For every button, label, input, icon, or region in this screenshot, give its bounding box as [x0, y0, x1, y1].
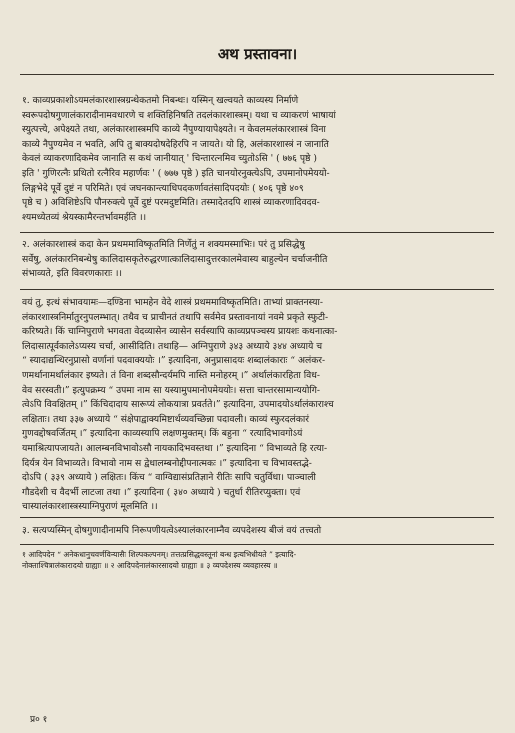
footnotes: [22, 549, 494, 571]
paragraph-3: [22, 296, 494, 515]
paragraph-4: [22, 524, 494, 539]
paragraph-2-line: २. अलंकारशास्त्रं कदा केन प्रथममाविष्कृतमिति निर्णेतुं न शक्यमस्माभिः। परं तु प्रसिद्धेषु: [22, 239, 305, 250]
paragraph-3-line: णमर्थानामर्थालंकार इष्यते। तं विना शब्दसौन्दर्यमपि नास्ति मनोहरम् ।” अर्थालंकारहिता विध-: [22, 369, 321, 381]
paragraph-1-line: श्यमध्येतव्यं श्रेयस्कामैरन्तर्भावमर्हति ।।: [22, 211, 147, 223]
page-title: अथ प्रस्तावना।: [217, 45, 298, 63]
paragraph-1: [22, 94, 494, 225]
paragraph-3-line: लक्षिताः। तथा ३३७ अध्याये “ संक्षेपाद्वाक्यमिष्टार्थव्यवच्छिन्ना पदावली। काव्यं स्फुरदलंकारं: [22, 413, 310, 425]
paragraph-1-line: स्वरूपदोषगुणालंकारादीनामवधारणे च शक्तिहिनिषति तदलंकारशास्त्रम्। यथा च व्याकरणं भाषायां: [22, 109, 336, 121]
paragraph-3-line: चास्यालंकारशास्त्रस्याग्निपुराणं मूलमिति ।।: [22, 501, 158, 513]
paragraph-1-line: इति ' गुणिरत्नैः प्रथितो रत्नैरिव महार्णवः ' ( ७७७ पृष्ठे ) इति चानयोरनुक्त्येऽपि, उपमानोपमेययो-: [22, 167, 330, 179]
paragraph-3-line: यमाश्रित्यापजायते। आलम्बनविभावोऽसौ नायकादिभवस्तथा ।” इत्यादिना “ विभाव्यते हि रत्या-: [22, 442, 328, 454]
paragraph-3-line: दिर्यत्र येन विभाव्यते। विभावो नाम स द्वेधालम्बनोद्दीपनात्मकः ।” इत्यादिना च विभावस्तद्भे-: [22, 457, 312, 469]
paragraph-2-line: संभाव्यते, इति विवरणकाराः ।।: [22, 268, 122, 280]
section-divider: [20, 517, 494, 518]
section-divider: [20, 289, 494, 290]
paragraph-1-line: पृष्ठे च ) अविशिष्टेऽपि पौनरुक्त्ये पूर्वे दुष्टं परमदुष्टमिति। तस्मादेतदपि शास्त्रं व्याकरणादिवदव-: [22, 197, 320, 209]
footnote-line: नोक्ताश्चित्रालंकारादयो ग्राह्याः ॥ २ आदिपदेनालंकारसादयो ग्राह्याः ॥ ३ व्यपदेशस्य व्यवहारस्य ॥: [22, 561, 278, 570]
paragraph-3-line: लंकारशास्त्रनिर्मातुरनुपलम्भात्। तथैव च प्राचीनतं तथापि सर्वमेव प्रस्तावनायां नवमे प्रकृते स्फुटी-: [22, 311, 329, 323]
title-divider: [20, 74, 494, 75]
paragraph-2: [22, 238, 494, 282]
paragraph-3-line: दोऽपि ( ३३९ अध्याये ) लक्षितः। किंच “ वाग्विद्यासंप्रतिज्ञाने रीतिः सापि चतुर्विधा। पाञ्चाली: [22, 472, 316, 484]
footnote-line: १ आदिपदेन “ अनेकधानुचवर्णविन्यासैः शिल्पकल्पनम्। तत्तत्प्रसिद्धवस्तूनां बन्ध इत्यभिधीयते ” इत्यादि-: [22, 550, 297, 559]
paragraph-3-line: गौडदेशी च वैदर्भी लाटजा तथा ।” इत्यादिना ( ३४० अध्याये ) चतुर्धा रीतिरप्युक्ता। एवं: [22, 486, 301, 498]
section-divider: [20, 232, 494, 233]
paragraph-1-line: १. काव्यप्रकाशोऽयमलंकारशास्त्रग्रन्थेकतमो निबन्धः। यस्मिन् खल्वयते काव्यस्य निर्माणे: [22, 95, 299, 106]
paragraph-1-line: लिङ्गभेदे पूर्वे दुष्टं न परिमिते। एवं जघनकान्त्याधिपदकर्णावतंसादिपदयोः ( ४०६ पृष्ठे ४०९: [22, 182, 304, 194]
signature-mark: प्र० १: [30, 715, 48, 725]
paragraph-1-line: काव्ये नैपुण्यमेव न भवति, अपि तु बाक्यदोषदेहिरपि न जायते। यो हि, अलंकारशास्त्रं न जानाति: [22, 138, 329, 150]
paragraph-3-line: वयं तु, इत्थं संभावयामः—दण्डिना भामहेन वेदे शास्त्रं प्रथममाविष्कृतमिति। ताभ्यां प्राक्तनस्या-: [22, 297, 323, 308]
paragraph-3-line: “ स्यादाद्यन्धिरनुप्रासो वर्णानां पदवाक्ययोः ।” इत्यादिना, अनुप्रासादयः शब्दालंकाराः “ अलंकर-: [22, 355, 326, 367]
paragraph-2-line: सर्वेषु, अलंकारनिबन्धेषु कालिदासकृतेरुद्धरणात्कालिदासादुत्तरकालमेवास्य बाहुल्येन चर्चाजनीति: [22, 253, 328, 265]
paragraph-1-line: स्युत्पत्त्ये, अपेक्ष्यते तथा, अलंकारशास्त्रमपि काव्ये नैपुण्यायापेक्ष्यते। न केवलमलंकारशास्त्रं विना: [22, 124, 326, 136]
footnote-divider: [20, 544, 494, 545]
paragraph-3-line: त्वेऽपि विवक्षितम् ।” किंचिदादाय सारूप्यं लोकयात्रा प्रवर्तते।” इत्यादिना, उपमादयोऽर्थालंकाराश्च: [22, 399, 334, 411]
paragraph-3-line: वेव सरस्वती।” इत्युपक्रम्य “ उपमा नाम सा यस्यामुपमानोपमेययोः। सत्ता चान्तरसामान्ययोगि-: [22, 384, 321, 396]
paragraph-3-line: लिदासात्पूर्वकालेऽप्यस्य चर्चा, आसीदिति। तथाहि— अग्निपुराणे ३४३ अध्याये ३४४ अध्याये च: [22, 340, 323, 352]
paragraph-1-line: केवलं व्याकरणादिकमेव जानाति स कथं जानीयात् ' चिन्तारत्नमिव च्युतोऽसि ' ( ७७६ पृष्ठे ): [22, 153, 317, 165]
paragraph-4-line: ३. सत्यप्यस्मिन् दोषगुणादीनामपि निरूपणीयत्वेऽस्यालंकारनाम्नैव व्यपदेशस्य बीजं वयं तत्त्वतो: [22, 525, 322, 536]
paragraph-3-line: गुणवद्दोषवर्जितम् ।” इत्यादिना काव्यस्यापि लक्षणमुक्तम्। किं बहुना “ रत्यादिभावगोऽयं: [22, 428, 303, 440]
paragraph-3-line: करिष्यते। किं चाग्निपुराणे भगवता वेदव्यासेन व्यासेन सर्वस्यापि काव्यप्रपञ्चस्य प्रायशः कथनात्का-: [22, 326, 338, 338]
